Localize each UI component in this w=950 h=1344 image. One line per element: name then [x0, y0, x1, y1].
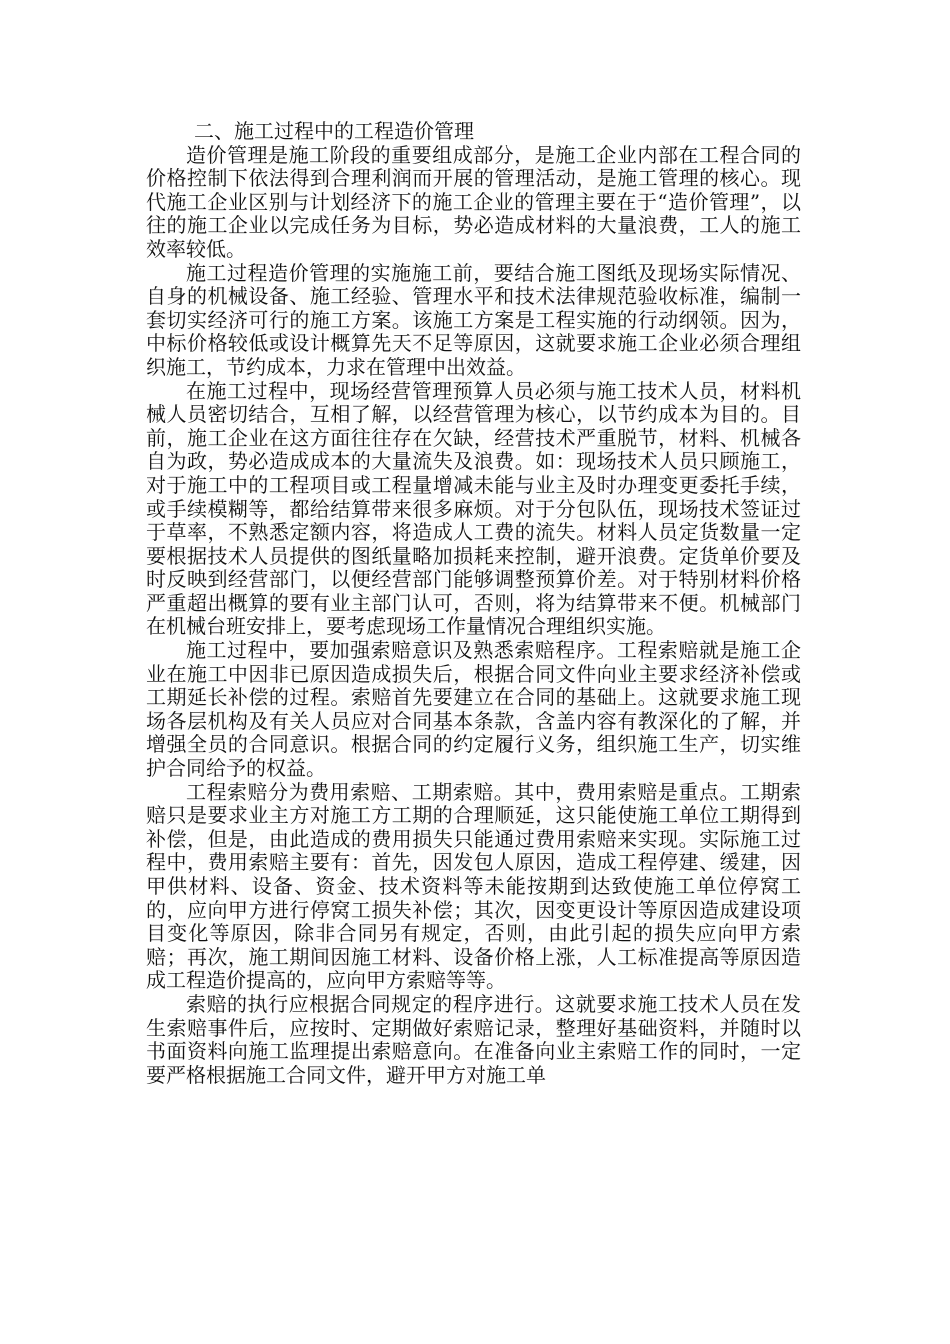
- paragraph-claim-awareness: 施工过程中，要加强索赔意识及熟悉索赔程序。工程索赔就是施工企业在施工中因非已原因造成损失后，根据合同文件向业主要求经济补偿或工期延长补偿的过程。索赔首先要建立在合同的基础上。这就要求施工现场各层机构及有关人员应对合同基本条款，含盖内容有教深化的了解，并增强全员的合同意识。根据合同的约定履行义务，组织施工生产，切实维护合同给予的权益。: [146, 638, 801, 781]
- section-heading: 二、施工过程中的工程造价管理: [194, 119, 474, 143]
- paragraph-claim-procedure: 索赔的执行应根据合同规定的程序进行。这就要求施工技术人员在发生索赔事件后，应按时、定期做好索赔记录，整理好基础资料，并随时以书面资料向施工监理提出索赔意向。在准备向业主索赔工作的同时，一定要严格根据施工合同文件，避开甲方对施工单: [146, 991, 801, 1087]
- paragraph-cost-management-overview: 造价管理是施工阶段的重要组成部分，是施工企业内部在工程合同的价格控制下依法得到合理利润而开展的管理活动，是施工管理的核心。现代施工企业区别与计划经济下的施工企业的管理主要在于“造价管理”，以往的施工企业以完成任务为目标，势必造成材料的大量浪费，工人的施工效率较低。: [146, 142, 801, 261]
- paragraph-construction-plan: 施工过程造价管理的实施施工前，要结合施工图纸及现场实际情况、自身的机械设备、施工经验、管理水平和技术法律规范验收标准，编制一套切实经济可行的施工方案。该施工方案是工程实施的行动纲领。因为，中标价格较低或设计概算先天不足等原因，这就要求施工企业必须合理组织施工，节约成本，力求在管理中出效益。: [146, 260, 801, 379]
- document-page: [146, 120, 801, 1087]
- paragraph-claim-types: 工程索赔分为费用索赔、工期索赔。其中，费用索赔是重点。工期索赔只是要求业主方对施工方工期的合理顺延，这只能使施工单位工期得到补偿，但是，由此造成的费用损失只能通过费用索赔来实现。实际施工过程中，费用索赔主要有：首先，因发包人原因，造成工程停建、缓建，因甲供材料、设备、资金、技术资料等未能按期到达致使施工单位停窝工的，应向甲方进行停窝工损失补偿；其次，因变更设计等原因造成建设项目变化等原因，除非合同另有规定，否则，由此引起的损失应向甲方索赔；再次，施工期间因施工材料、设备价格上涨，人工标准提高等原因造成工程造价提高的，应向甲方索赔等等。: [146, 779, 801, 993]
- paragraph-site-coordination: 在施工过程中，现场经营管理预算人员必须与施工技术人员，材料机械人员密切结合，互相了解，以经营管理为核心，以节约成本为目的。目前，施工企业在这方面往往存在欠缺，经营技术严重脱节，材料、机械各自为政，势必造成成本的大量流失及浪费。如：现场技术人员只顾施工，对于施工中的工程项目或工程量增减未能与业主及时办理变更委托手续，或手续模糊等，都给结算带来很多麻烦。对于分包队伍，现场技术签证过于草率，不熟悉定额内容，将造成人工费的流失。材料人员定货数量一定要根据技术人员提供的图纸量略加损耗来控制，避开浪费。定货单价要及时反映到经营部门，以便经营部门能够调整预算价差。对于特别材料价格严重超出概算的要有业主部门认可，否则，将为结算带来不便。机械部门在机械台班安排上，要考虑现场工作量情况合理组织实施。: [146, 378, 801, 639]
